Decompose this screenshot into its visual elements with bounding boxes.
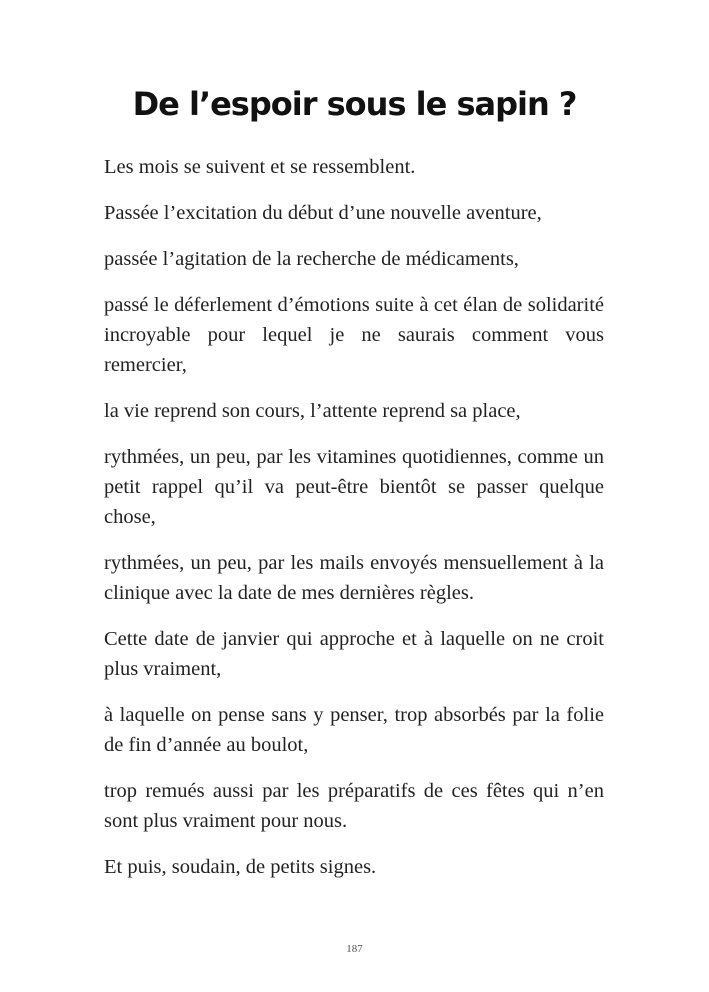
paragraph: la vie reprend son cours, l’attente reprend sa place,	[104, 400, 521, 422]
page-number: 187	[346, 943, 363, 955]
paragraph: à laquelle on pense sans y penser, trop absorbés par la folie de fin d’année au boulot,	[104, 704, 604, 756]
paragraph: passée l’agitation de la recherche de médicaments,	[104, 248, 519, 270]
paragraph: rythmées, un peu, par les mails envoyés mensuellement à la clinique avec la date de mes dernières règles.	[104, 552, 604, 604]
paragraph: Passée l’excitation du début d’une nouvelle aventure,	[104, 202, 542, 224]
chapter-body	[104, 152, 604, 898]
paragraph: Et puis, soudain, de petits signes.	[104, 856, 377, 878]
paragraph: passé le déferlement d’émotions suite à cet élan de solidarité incroyable pour lequel je ne saurais comment vous remercier,	[104, 294, 604, 376]
paragraph: Cette date de janvier qui approche et à laquelle on ne croit plus vraiment,	[104, 628, 604, 680]
paragraph: rythmées, un peu, par les vitamines quotidiennes, comme un petit rappel qu’il va peut-être bientôt se passer quelque chose,	[104, 446, 604, 528]
chapter-title: De l’espoir sous le sapin ?	[132, 85, 577, 123]
paragraph: Les mois se suivent et se ressemblent.	[104, 156, 416, 178]
paragraph: trop remués aussi par les préparatifs de ces fêtes qui n’en sont plus vraiment pour nous.	[104, 780, 604, 832]
